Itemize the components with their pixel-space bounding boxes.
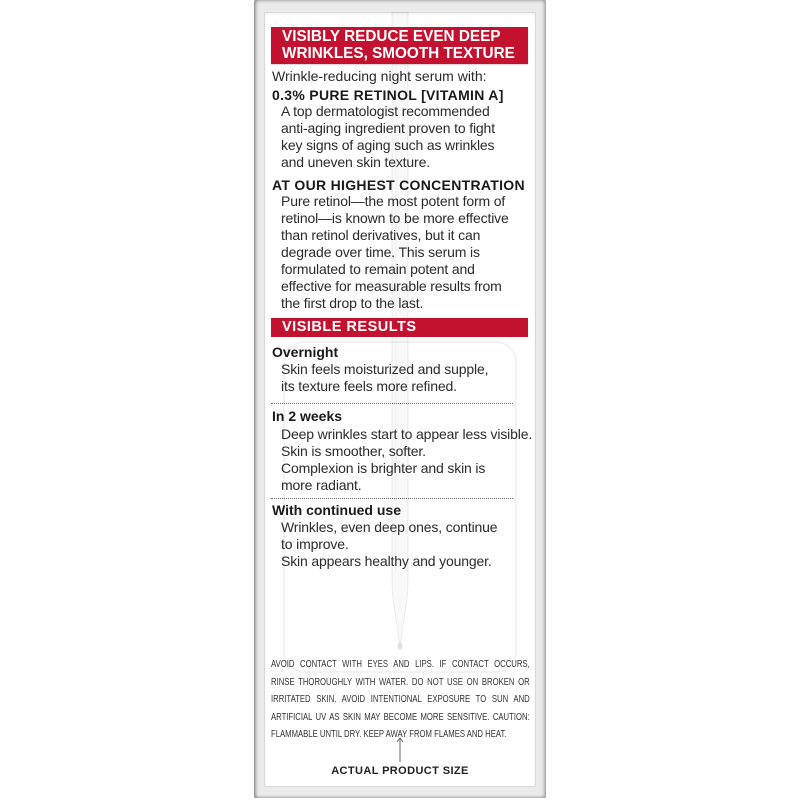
warning-line: AVOID CONTACT WITH EYES AND LIPS. IF CONTACT OCCURS, xyxy=(271,658,530,670)
description-line: degrade over time. This serum is xyxy=(281,244,480,260)
feature-description-retinol xyxy=(281,103,495,171)
headline-banner xyxy=(271,27,528,64)
description-line: formulated to remain potent and xyxy=(281,261,475,277)
description-line: and uneven skin texture. xyxy=(281,154,430,170)
description-line: key signs of aging such as wrinkles xyxy=(281,137,495,153)
description-line: retinol—is known to be more effective xyxy=(281,210,509,226)
warning-text xyxy=(271,656,530,744)
dotted-divider xyxy=(271,403,513,404)
headline-line: WRINKLES, SMOOTH TEXTURE xyxy=(282,44,515,62)
intro-text: Wrinkle-reducing night serum with: xyxy=(272,68,487,84)
results-banner: VISIBLE RESULTS xyxy=(271,318,528,337)
warning-line: FLAMMABLE UNTIL DRY. KEEP AWAY FROM FLAMES AND HEAT. xyxy=(271,728,507,741)
feature-heading-concentration: AT OUR HIGHEST CONCENTRATION xyxy=(272,177,525,193)
result-heading-2-weeks: In 2 weeks xyxy=(272,407,343,424)
description-line: Pure retinol—the most potent form of xyxy=(281,193,506,209)
feature-heading-retinol: 0.3% PURE RETINOL [VITAMIN A] xyxy=(272,87,504,103)
result-description-overnight xyxy=(281,361,488,395)
result-description-2-weeks xyxy=(281,426,532,494)
description-line: anti-aging ingredient proven to fight xyxy=(281,120,495,136)
result-heading-continued-use: With continued use xyxy=(272,501,401,518)
result-line: Skin feels moisturized and supple, xyxy=(281,361,489,377)
result-line: Complexion is brighter and skin is xyxy=(281,460,486,476)
description-line: A top dermatologist recommended xyxy=(281,103,490,119)
dotted-divider xyxy=(271,498,513,499)
warning-line: IRRITATED SKIN. AVOID INTENTIONAL EXPOSURE TO SUN AND xyxy=(271,693,530,706)
description-line: the first drop to the last. xyxy=(281,295,424,311)
result-line: Skin appears healthy and younger. xyxy=(281,553,492,569)
result-line: more radiant. xyxy=(281,477,362,493)
headline-line: VISIBLY REDUCE EVEN DEEP xyxy=(282,27,501,45)
warning-line: ARTIFICIAL UV AS SKIN MAY BECOME MORE SENSITIVE. CAUTION: xyxy=(271,710,530,723)
result-line: its texture feels more refined. xyxy=(281,378,457,394)
size-indicator-arrow-icon xyxy=(394,737,406,763)
result-line: Wrinkles, even deep ones, continue xyxy=(281,519,498,535)
result-line: Deep wrinkles start to appear less visible. xyxy=(281,426,533,442)
result-line: Skin is smoother, softer. xyxy=(281,443,426,459)
feature-description-concentration xyxy=(281,193,509,312)
actual-product-size-label: ACTUAL PRODUCT SIZE xyxy=(331,765,469,777)
description-line: than retinol derivatives, but it can xyxy=(281,227,481,243)
warning-line: RINSE THOROUGHLY WITH WATER. DO NOT USE ON BROKEN OR xyxy=(271,675,530,688)
result-heading-overnight: Overnight xyxy=(272,343,339,360)
result-description-continued-use xyxy=(281,519,497,570)
description-line: effective for measurable results from xyxy=(281,278,502,294)
result-line: to improve. xyxy=(281,536,349,552)
